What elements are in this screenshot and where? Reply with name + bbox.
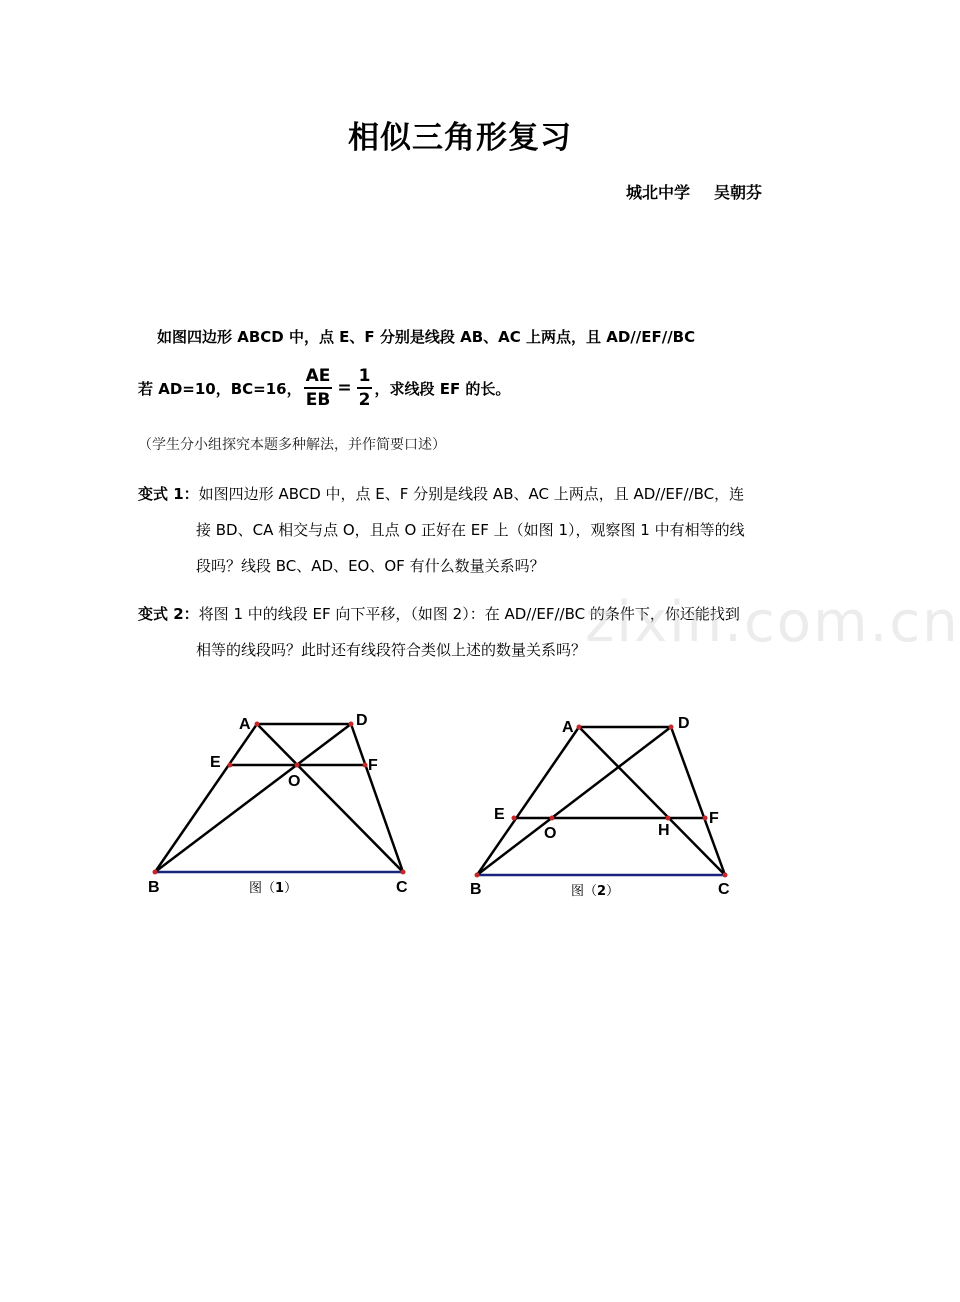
fig1-caption-post: ）: [284, 881, 298, 896]
author-school: 城北中学: [626, 183, 691, 202]
figure-1: [130, 700, 430, 905]
problem-line-1: 如图四边形 ABCD 中，点 E、F 分别是线段 AB、AC 上两点，且 AD//EF//BC: [157, 328, 696, 346]
fig2-segment-AC: [579, 727, 725, 875]
value-numerator: 1: [358, 366, 371, 386]
fraction-denominator: EB: [304, 387, 333, 411]
fig2-label-B: B: [470, 881, 482, 898]
fig1-point-D: [349, 722, 354, 727]
fig1-label-C: C: [396, 879, 408, 896]
value-denominator: 2: [357, 387, 373, 411]
fig1-segment-DC: [351, 724, 403, 872]
variant-1-label: 变式 1：: [138, 485, 199, 503]
fig2-caption-post: ）: [606, 884, 620, 899]
fig1-point-E: [228, 763, 233, 768]
fig1-segment-AC: [257, 724, 403, 872]
fig2-label-D: D: [678, 715, 690, 732]
fig1-label-B: B: [148, 879, 160, 896]
author-name: 吴朝芬: [714, 183, 763, 202]
fig1-label-F: F: [368, 757, 378, 774]
equals-sign: =: [337, 378, 352, 398]
fig1-label-A: A: [239, 716, 251, 733]
fig1-point-C: [401, 870, 406, 875]
fig2-segment-BD: [477, 727, 671, 875]
fig2-label-O: O: [544, 825, 557, 842]
fig1-label-E: E: [210, 754, 221, 771]
variant-1-rest-1: 接 BD、CA 相交与点 O，且点 O 正好在 EF 上（如图 1），观察图 1 中有相等的线: [196, 521, 745, 539]
fig1-caption-num: 1: [275, 881, 285, 896]
fig2-point-O: [550, 816, 555, 821]
fig1-caption: [249, 881, 297, 896]
fig2-point-B: [475, 873, 480, 878]
fig2-point-H: [666, 816, 671, 821]
fig2-segment-DC: [671, 727, 725, 875]
variant-1-rest-2: 段吗？线段 BC、AD、EO、OF 有什么数量关系吗？: [196, 557, 545, 575]
figure-2: [460, 700, 750, 905]
author-line: [626, 180, 762, 203]
ratio-fraction: [304, 365, 333, 411]
fig2-point-F: [703, 816, 708, 821]
fig2-caption-num: 2: [597, 884, 607, 899]
fig2-label-E: E: [494, 806, 505, 823]
variant-2-rest-1: 相等的线段吗？此时还有线段符合类似上述的数量关系吗？: [196, 641, 587, 659]
fig1-point-B: [153, 870, 158, 875]
problem-line-2: [138, 365, 510, 411]
fig2-label-F: F: [709, 810, 719, 827]
fig1-point-A: [255, 722, 260, 727]
variant-1: [138, 476, 788, 584]
watermark: zixin.com.cn: [585, 590, 960, 655]
fig2-label-C: C: [718, 881, 730, 898]
fig2-point-A: [577, 725, 582, 730]
fraction-numerator: AE: [305, 366, 331, 386]
fig1-segment-AB: [155, 724, 257, 872]
fig1-label-D: D: [356, 712, 368, 729]
fig1-caption-pre: 图（: [249, 881, 276, 896]
fig2-point-E: [512, 816, 517, 821]
fig1-point-O: [295, 763, 300, 768]
fig2-label-A: A: [562, 719, 574, 736]
fig2-point-D: [669, 725, 674, 730]
fig2-point-C: [723, 873, 728, 878]
problem-line-2-suffix: ，求线段 EF 的长。: [374, 379, 511, 398]
fig1-point-F: [363, 763, 368, 768]
variant-2-first: 将图 1 中的线段 EF 向下平移，（如图 2）：在 AD//EF//BC 的条件下，你还能找到: [198, 605, 740, 623]
page-title: 相似三角形复习: [348, 120, 572, 156]
fig1-segment-BD: [155, 724, 351, 872]
problem-line-2-prefix: 若 AD=10，BC=16，: [138, 379, 302, 398]
problem-note: （学生分小组探究本题多种解法，并作简要口述）: [138, 437, 446, 453]
fig2-caption-pre: 图（: [571, 884, 598, 899]
fig1-label-O: O: [288, 773, 301, 790]
variant-1-first: 如图四边形 ABCD 中，点 E、F 分别是线段 AB、AC 上两点，且 AD//EF//BC，连: [198, 485, 745, 503]
variant-2-label: 变式 2：: [138, 605, 199, 623]
fig2-caption: [571, 884, 619, 899]
fig2-label-H: H: [658, 822, 670, 839]
value-fraction: [357, 365, 373, 411]
fig2-segment-AB: [477, 727, 579, 875]
